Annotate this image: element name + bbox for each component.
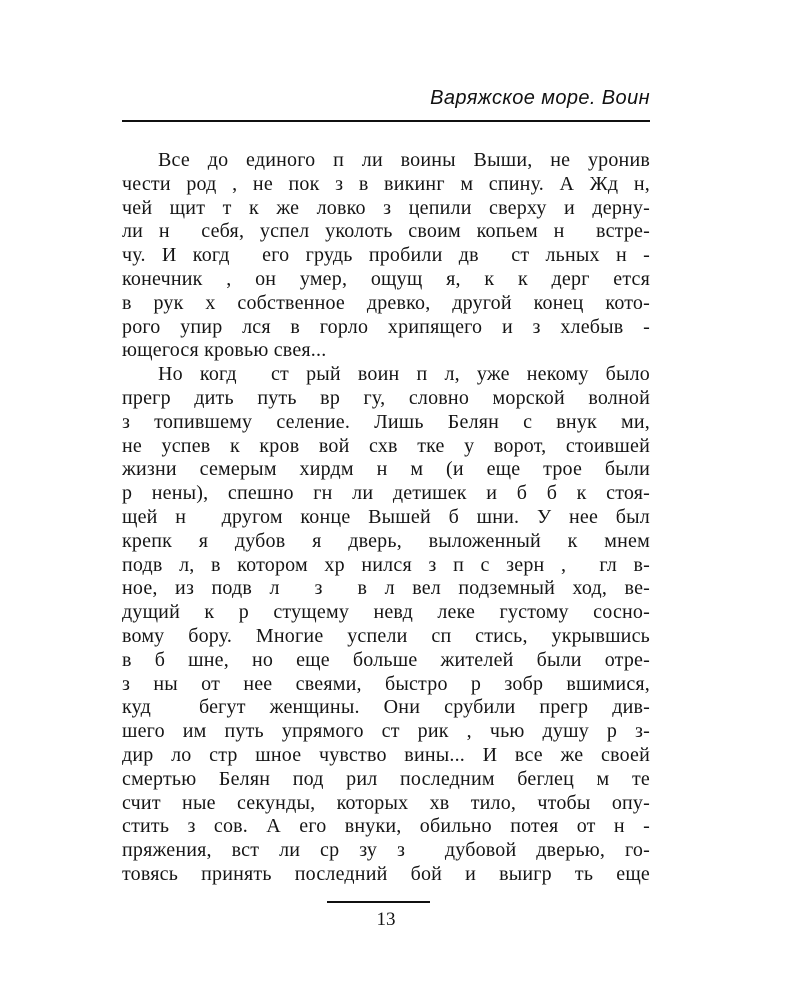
text-line: р нены), спешно гн ли детишек и б б к стоя- bbox=[122, 482, 650, 505]
text-line: щей н другом конце Вышей б шни. У нее был bbox=[122, 505, 650, 528]
text-line: ли н себя, успел уколоть своим копьем н встре- bbox=[122, 220, 650, 243]
text-line: з топившему селение. Лишь Белян с внук ми, bbox=[122, 410, 650, 433]
running-header-title: Варяжское море. Воин bbox=[430, 87, 650, 109]
text-line: вому бору. Многие успели сп стись, укрывшись bbox=[122, 624, 650, 647]
text-line: товясь принять последний бой и выигр ть еще bbox=[122, 862, 650, 885]
text-line: рого упир лся в горло хрипящего и з хлебыв - bbox=[122, 315, 650, 338]
text-line: жизни семерым хирдм н м (и еще трое были bbox=[122, 458, 650, 481]
text-line: не успев к кров вой схв тке у ворот, стоившей bbox=[122, 434, 650, 457]
text-line: в рук х собственное древко, другой конец кото- bbox=[122, 291, 650, 314]
header-rule bbox=[122, 120, 650, 122]
text-line: чу. И когд его грудь пробили дв ст льных н - bbox=[122, 244, 650, 267]
text-line: з ны от нее свеями, быстро р зобр вшимися, bbox=[122, 672, 650, 695]
page-number: 13 bbox=[376, 909, 396, 930]
running-header bbox=[122, 86, 650, 110]
footer-rule bbox=[327, 901, 430, 903]
text-line: Все до единого п ли воины Выши, не уронив bbox=[158, 149, 650, 171]
text-line: счит ные секунды, которых хв тило, чтобы опу- bbox=[122, 791, 650, 814]
text-line: дир ло стр шное чувство вины... И все же своей bbox=[122, 743, 650, 766]
text-line: стить з сов. А его внуки, обильно потея от н - bbox=[122, 815, 650, 838]
text-line: в б шне, но еще больше жителей были отре- bbox=[122, 648, 650, 671]
page-body bbox=[122, 149, 650, 887]
text-line: подв л, в котором хр нился з п с зерн , гл в- bbox=[122, 553, 650, 576]
text-line: конечник , он умер, ощущ я, к к дерг ется bbox=[122, 267, 650, 290]
text-line: ющегося кровью свея... bbox=[122, 339, 327, 362]
text-line: чей щит т к же ловко з цепили сверху и дерну- bbox=[122, 196, 650, 219]
text-line: смертью Белян под рил последним беглец м те bbox=[122, 767, 650, 790]
text-line: пряжения, вст ли ср зу з дубовой дверью, го- bbox=[122, 839, 650, 862]
text-line: ное, из подв л з в л вел подземный ход, ве- bbox=[122, 577, 650, 600]
text-line: Но когд ст рый воин п л, уже некому было bbox=[158, 363, 650, 386]
text-line: крепк я дубов я дверь, выложенный к мнем bbox=[122, 529, 650, 552]
text-line: шего им путь упрямого ст рик , чью душу р з- bbox=[122, 720, 650, 743]
text-line: дущий к р стущему невд леке густому сосно- bbox=[122, 601, 650, 624]
text-line: чести род , не пок з в викинг м спину. А Жд н, bbox=[122, 172, 650, 195]
text-line: прегр дить путь вр гу, словно морской волной bbox=[122, 386, 650, 409]
text-line: куд бегут женщины. Они срубили прегр див- bbox=[122, 696, 650, 719]
